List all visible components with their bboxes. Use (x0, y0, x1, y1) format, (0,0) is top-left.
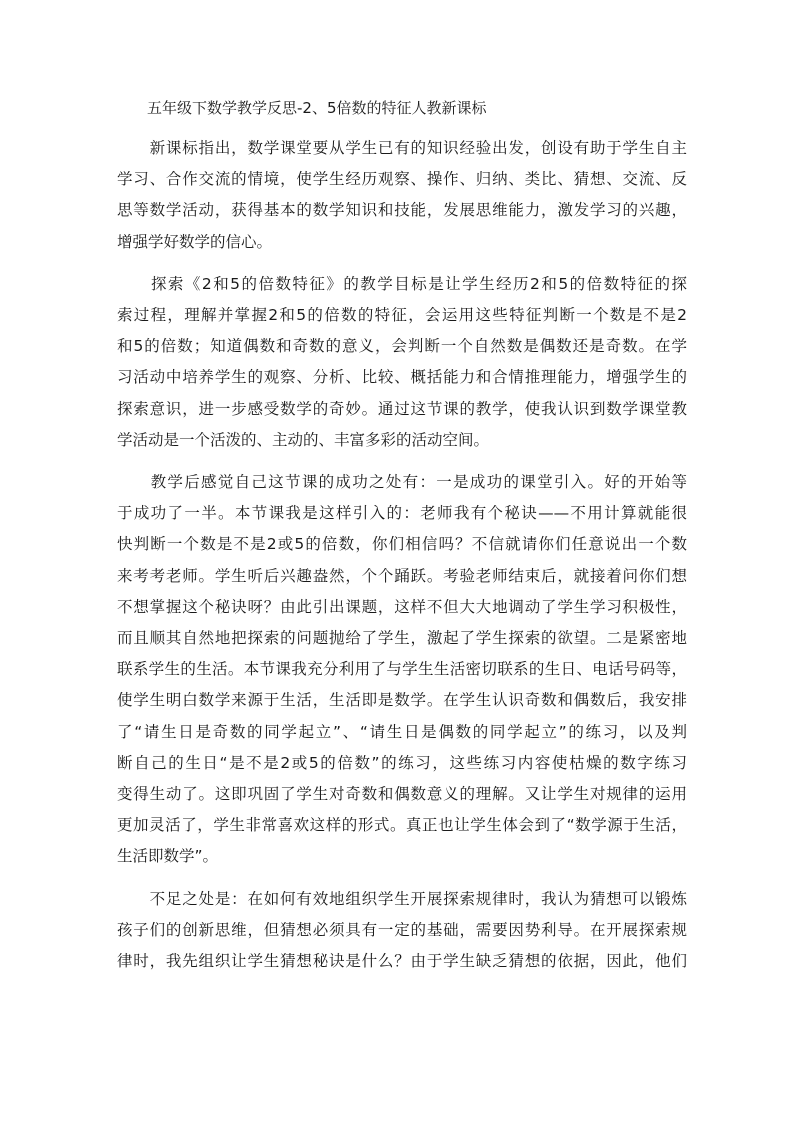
text-line: 来考考老师。学生听后兴趣盎然，个个踊跃。考验老师结束后，就接着问你们想 (117, 566, 687, 585)
document-title: 五年级下数学教学反思-2、5倍数的特征人教新课标 (147, 99, 487, 117)
text-line: 孩子们的创新思维，但猜想必须具有一定的基础，需要因势利导。在开展探索规 (117, 920, 687, 939)
text-line: 思等数学活动，获得基本的数学知识和技能，发展思维能力，激发学习的兴趣， (117, 201, 687, 220)
paragraph-intro (117, 133, 687, 258)
text-line: 和5的倍数；知道偶数和奇数的意义，会判断一个自然数是偶数还是奇数。在学 (117, 337, 687, 356)
text-line: 变得生动了。这即巩固了学生对奇数和偶数意义的理解。又让学生对规律的运用 (117, 785, 687, 804)
text-line: 使学生明白数学来源于生活，生活即是数学。在学生认识奇数和偶数后，我安排 (117, 691, 687, 710)
text-line: 探索意识，进一步感受数学的奇妙。通过这节课的教学，使我认识到数学课堂教 (117, 399, 687, 418)
text-line: 生活即数学”。 (117, 847, 219, 866)
paragraph-shortcomings (117, 884, 687, 978)
text-line: 律时，我先组织让学生猜想秘诀是什么？由于学生缺乏猜想的依据，因此，他们 (117, 952, 687, 971)
document-page (117, 96, 687, 988)
text-line: 习活动中培养学生的观察、分析、比较、概括能力和合情推理能力，增强学生的 (117, 368, 687, 387)
text-line: 不想掌握这个秘诀呀？由此引出课题，这样不但大大地调动了学生学习积极性， (117, 597, 687, 616)
text-line: 不足之处是：在如何有效地组织学生开展探索规律时，我认为猜想可以锻炼 (117, 889, 687, 908)
text-line: 新课标指出，数学课堂要从学生已有的知识经验出发，创设有助于学生自主 (117, 139, 687, 157)
text-line: 索过程，理解并掌握2和5的倍数的特征，会运用这些特征判断一个数是不是2 (117, 306, 687, 325)
text-line: 增强学好数学的信心。 (117, 232, 273, 251)
paragraph-goals (117, 269, 687, 456)
paragraph-strengths (117, 467, 687, 873)
text-line: 快判断一个数是不是2或5的倍数，你们相信吗？不信就请你们任意说出一个数 (117, 535, 687, 554)
text-line: 教学后感觉自己这节课的成功之处有：一是成功的课堂引入。好的开始等 (117, 473, 687, 492)
text-line: 了“请生日是奇数的同学起立”、“请生日是偶数的同学起立”的练习，以及判 (117, 722, 687, 741)
text-line: 断自己的生日“是不是2或5的倍数”的练习，这些练习内容使枯燥的数字练习 (117, 753, 687, 772)
text-line: 联系学生的生活。本节课我充分利用了与学生生活密切联系的生日、电话号码等， (117, 660, 687, 679)
text-line: 于成功了一半。本节课我是这样引入的：老师我有个秘诀——不用计算就能很 (117, 504, 687, 523)
text-line: 更加灵活了，学生非常喜欢这样的形式。真正也让学生体会到了“数学源于生活， (117, 816, 687, 835)
text-line: 学习、合作交流的情境，使学生经历观察、操作、归纳、类比、猜想、交流、反 (117, 170, 687, 189)
text-line: 而且顺其自然地把探索的问题抛给了学生，激起了学生探索的欲望。二是紧密地 (117, 629, 687, 648)
text-line: 学活动是一个活泼的、主动的、丰富多彩的活动空间。 (117, 430, 490, 449)
text-line: 探索《2和5的倍数特征》的教学目标是让学生经历2和5的倍数特征的探 (117, 274, 687, 293)
